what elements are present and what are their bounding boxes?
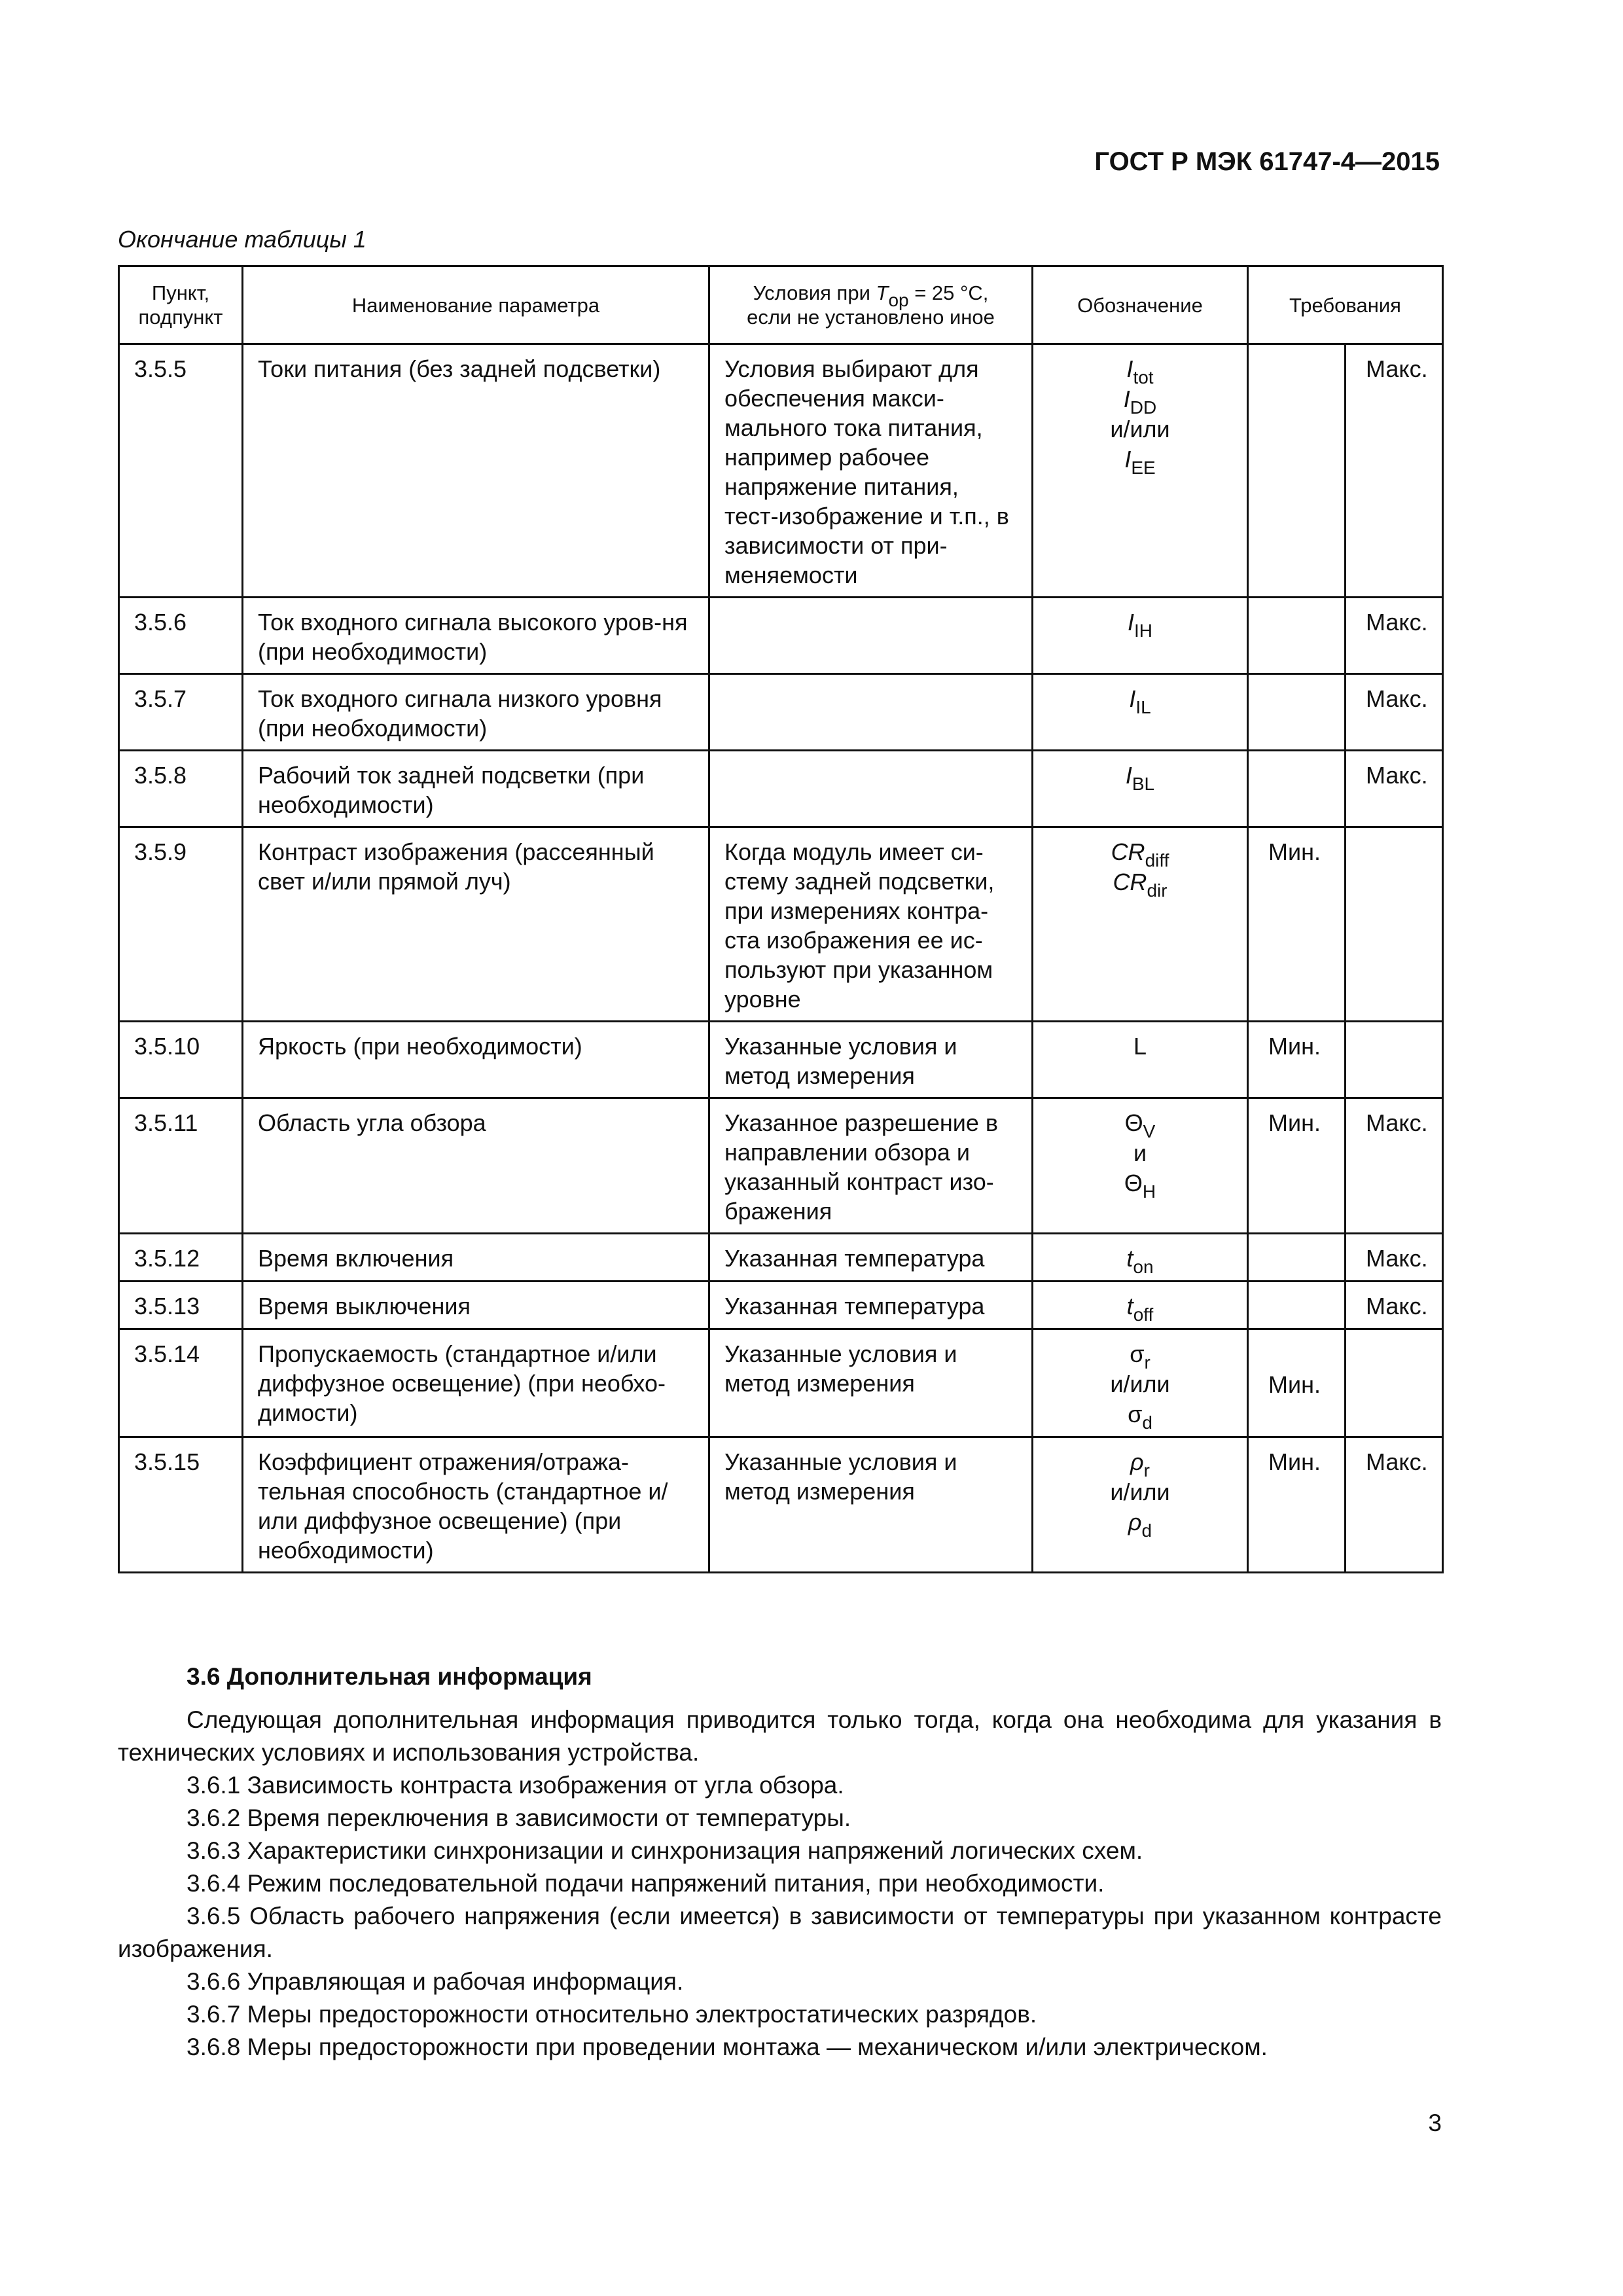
cell-requirement-min: Мин. — [1248, 827, 1346, 1022]
section-paragraph: 3.6.6 Управляющая и рабочая информация. — [187, 1968, 684, 1995]
cell-designation — [1033, 1098, 1248, 1234]
section-paragraph: 3.6.1 Зависимость контраста изображения от угла обзора. — [187, 1772, 844, 1799]
cell-conditions: Условия выбирают для обеспечения макси-мального тока питания, например рабочее напряжение питания, тест-изображение и т.п., в зависимости от при-меняемости — [709, 344, 1033, 598]
cell-parameter-name: Время включения — [243, 1234, 709, 1282]
cell-item: 3.5.12 — [119, 1234, 243, 1282]
cell-requirement-min: Мин. — [1248, 1437, 1346, 1573]
cell-requirement-min — [1248, 751, 1346, 827]
page-number: 3 — [1428, 2109, 1442, 2136]
additional-info-section — [118, 1660, 1442, 2064]
cell-designation — [1033, 1022, 1248, 1098]
cell-item: 3.5.10 — [119, 1022, 243, 1098]
cell-designation — [1033, 751, 1248, 827]
cell-requirement-max: Макс. — [1346, 1282, 1443, 1329]
cell-parameter-name: Пропускаемость (стандартное и/или диффузное освещение) (при необхо-димости) — [243, 1329, 709, 1437]
cell-requirement-max: Макс. — [1346, 1098, 1443, 1234]
cell-conditions — [709, 674, 1033, 751]
cell-conditions — [709, 598, 1033, 674]
column-header-requirements: Требования — [1248, 266, 1443, 344]
table-row — [119, 1098, 1443, 1234]
section-paragraph: 3.6.8 Меры предосторожности при проведении монтажа — механическом и/или электрическом. — [187, 2034, 1268, 2060]
cell-item: 3.5.7 — [119, 674, 243, 751]
cell-conditions: Указанная температура — [709, 1282, 1033, 1329]
table-row — [119, 344, 1443, 598]
cell-conditions: Указанные условия и метод измерения — [709, 1329, 1033, 1437]
cell-parameter-name: Время выключения — [243, 1282, 709, 1329]
column-header-name: Наименование параметра — [243, 266, 709, 344]
cell-parameter-name: Область угла обзора — [243, 1098, 709, 1234]
table-row — [119, 751, 1443, 827]
table-body — [119, 344, 1443, 1573]
cell-conditions: Указанные условия и метод измерения — [709, 1022, 1033, 1098]
table-caption: Окончание таблицы 1 — [118, 226, 366, 253]
cell-requirement-max: Макс. — [1346, 1234, 1443, 1282]
cell-requirement-min — [1248, 674, 1346, 751]
section-title: 3.6 Дополнительная информация — [187, 1663, 592, 1690]
designation-symbol: $\Theta_V$ — [1124, 1109, 1156, 1141]
designation-symbol: $t_{off}$ — [1126, 1293, 1154, 1325]
cell-requirement-min: Мин. — [1248, 1022, 1346, 1098]
table-row — [119, 827, 1443, 1022]
cell-item: 3.5.9 — [119, 827, 243, 1022]
cell-parameter-name: Ток входного сигнала низкого уровня (при необходимости) — [243, 674, 709, 751]
designation-symbol: и/или — [1110, 416, 1170, 442]
cell-designation — [1033, 1234, 1248, 1282]
cell-item: 3.5.8 — [119, 751, 243, 827]
cell-requirement-max: Макс. — [1346, 674, 1443, 751]
table-row — [119, 1282, 1443, 1329]
cell-conditions: Указанная температура — [709, 1234, 1033, 1282]
cell-designation — [1033, 1282, 1248, 1329]
designation-symbol: и/или — [1110, 1371, 1170, 1397]
cell-parameter-name: Коэффициент отражения/отража-тельная способность (стандартное и/или диффузное освещение) (при необходимости) — [243, 1437, 709, 1573]
cell-conditions: Когда модуль имеет си-стему задней подсветки, при измерениях контра-ста изображения ее ис-пользуют при указанном уровне — [709, 827, 1033, 1022]
cell-parameter-name: Токи питания (без задней подсветки) — [243, 344, 709, 598]
cell-item: 3.5.5 — [119, 344, 243, 598]
section-paragraph: 3.6.3 Характеристики синхронизации и синхронизация напряжений логических схем. — [187, 1837, 1143, 1864]
designation-symbol: $I_{BL}$ — [1125, 762, 1155, 794]
cell-requirement-max — [1346, 1022, 1443, 1098]
table-header-row — [119, 266, 1443, 344]
designation-symbol: $t_{on}$ — [1126, 1245, 1154, 1277]
table-row — [119, 1022, 1443, 1098]
parameters-table — [118, 265, 1444, 1573]
cell-designation — [1033, 344, 1248, 598]
cell-conditions: Указанные условия и метод измерения — [709, 1437, 1033, 1573]
cell-parameter-name: Рабочий ток задней подсветки (при необходимости) — [243, 751, 709, 827]
table-row — [119, 674, 1443, 751]
designation-symbol: $\sigma_d$ — [1128, 1401, 1152, 1433]
section-paragraph: 3.6.2 Время переключения в зависимости от температуры. — [187, 1804, 851, 1831]
table-row — [119, 598, 1443, 674]
cell-conditions — [709, 751, 1033, 827]
section-paragraph: 3.6.4 Режим последовательной подачи напряжений питания, при необходимости. — [187, 1870, 1105, 1897]
designation-symbol: $I_{EE}$ — [1124, 446, 1156, 478]
section-paragraph: 3.6.5 Область рабочего напряжения (если имеется) в зависимости от температуры при указанном контрасте изображения. — [118, 1903, 1442, 1962]
designation-symbol: $I_{IL}$ — [1129, 685, 1151, 717]
designation-symbol: и/или — [1110, 1479, 1170, 1505]
designation-symbol: $\rho_r$ — [1130, 1448, 1150, 1480]
designation-symbol: и — [1133, 1139, 1147, 1166]
section-paragraph: Следующая дополнительная информация приводится только тогда, когда она необходима для указания в технических условиях и использования устройства. — [118, 1706, 1442, 1766]
cell-requirement-min: Мин. — [1248, 1098, 1346, 1234]
cell-item: 3.5.14 — [119, 1329, 243, 1437]
cell-requirement-max — [1346, 1329, 1443, 1437]
column-header-item: Пункт, подпункт — [119, 266, 243, 344]
cell-parameter-name: Ток входного сигнала высокого уров-ня (при необходимости) — [243, 598, 709, 674]
cell-parameter-name: Контраст изображения (рассеянный свет и/или прямой луч) — [243, 827, 709, 1022]
designation-symbol: $CR_{dir}$ — [1113, 869, 1168, 901]
cell-designation — [1033, 1437, 1248, 1573]
cell-item: 3.5.15 — [119, 1437, 243, 1573]
cell-requirement-min — [1248, 1234, 1346, 1282]
designation-symbol: L — [1133, 1033, 1147, 1060]
designation-symbol: $I_{DD}$ — [1123, 386, 1157, 418]
designation-symbol: $I_{IH}$ — [1127, 609, 1152, 641]
section-paragraph: 3.6.7 Меры предосторожности относительно электростатических разрядов. — [187, 2001, 1037, 2028]
designation-symbol: $I_{tot}$ — [1126, 355, 1154, 387]
cell-requirement-min — [1248, 1282, 1346, 1329]
cell-requirement-min: Мин. — [1248, 1329, 1346, 1437]
cell-item: 3.5.13 — [119, 1282, 243, 1329]
cell-designation — [1033, 674, 1248, 751]
cell-item: 3.5.6 — [119, 598, 243, 674]
table-row — [119, 1437, 1443, 1573]
designation-symbol: $\Theta_H$ — [1124, 1170, 1156, 1202]
cell-item: 3.5.11 — [119, 1098, 243, 1234]
cell-requirement-max: Макс. — [1346, 598, 1443, 674]
section-paragraphs — [118, 1704, 1442, 2064]
cell-parameter-name: Яркость (при необходимости) — [243, 1022, 709, 1098]
designation-symbol: $\sigma_r$ — [1130, 1340, 1150, 1372]
cell-requirement-min — [1248, 598, 1346, 674]
document-code: ГОСТ Р МЭК 61747-4—2015 — [1094, 147, 1440, 176]
table-row — [119, 1329, 1443, 1437]
cell-requirement-max: Макс. — [1346, 344, 1443, 598]
column-header-designation: Обозначение — [1033, 266, 1248, 344]
designation-symbol: $CR_{diff}$ — [1111, 838, 1169, 870]
column-header-conditions: Условия при Top = 25 °C, если не установлено иное — [709, 266, 1033, 344]
cell-conditions: Указанное разрешение в направлении обзора и указанный контраст изо-бражения — [709, 1098, 1033, 1234]
cell-requirement-min — [1248, 344, 1346, 598]
cell-requirement-max: Макс. — [1346, 751, 1443, 827]
designation-symbol: $\rho_d$ — [1128, 1509, 1152, 1541]
cell-designation — [1033, 827, 1248, 1022]
cell-designation — [1033, 1329, 1248, 1437]
table-row — [119, 1234, 1443, 1282]
cell-requirement-max: Макс. — [1346, 1437, 1443, 1573]
cell-designation — [1033, 598, 1248, 674]
cell-requirement-max — [1346, 827, 1443, 1022]
